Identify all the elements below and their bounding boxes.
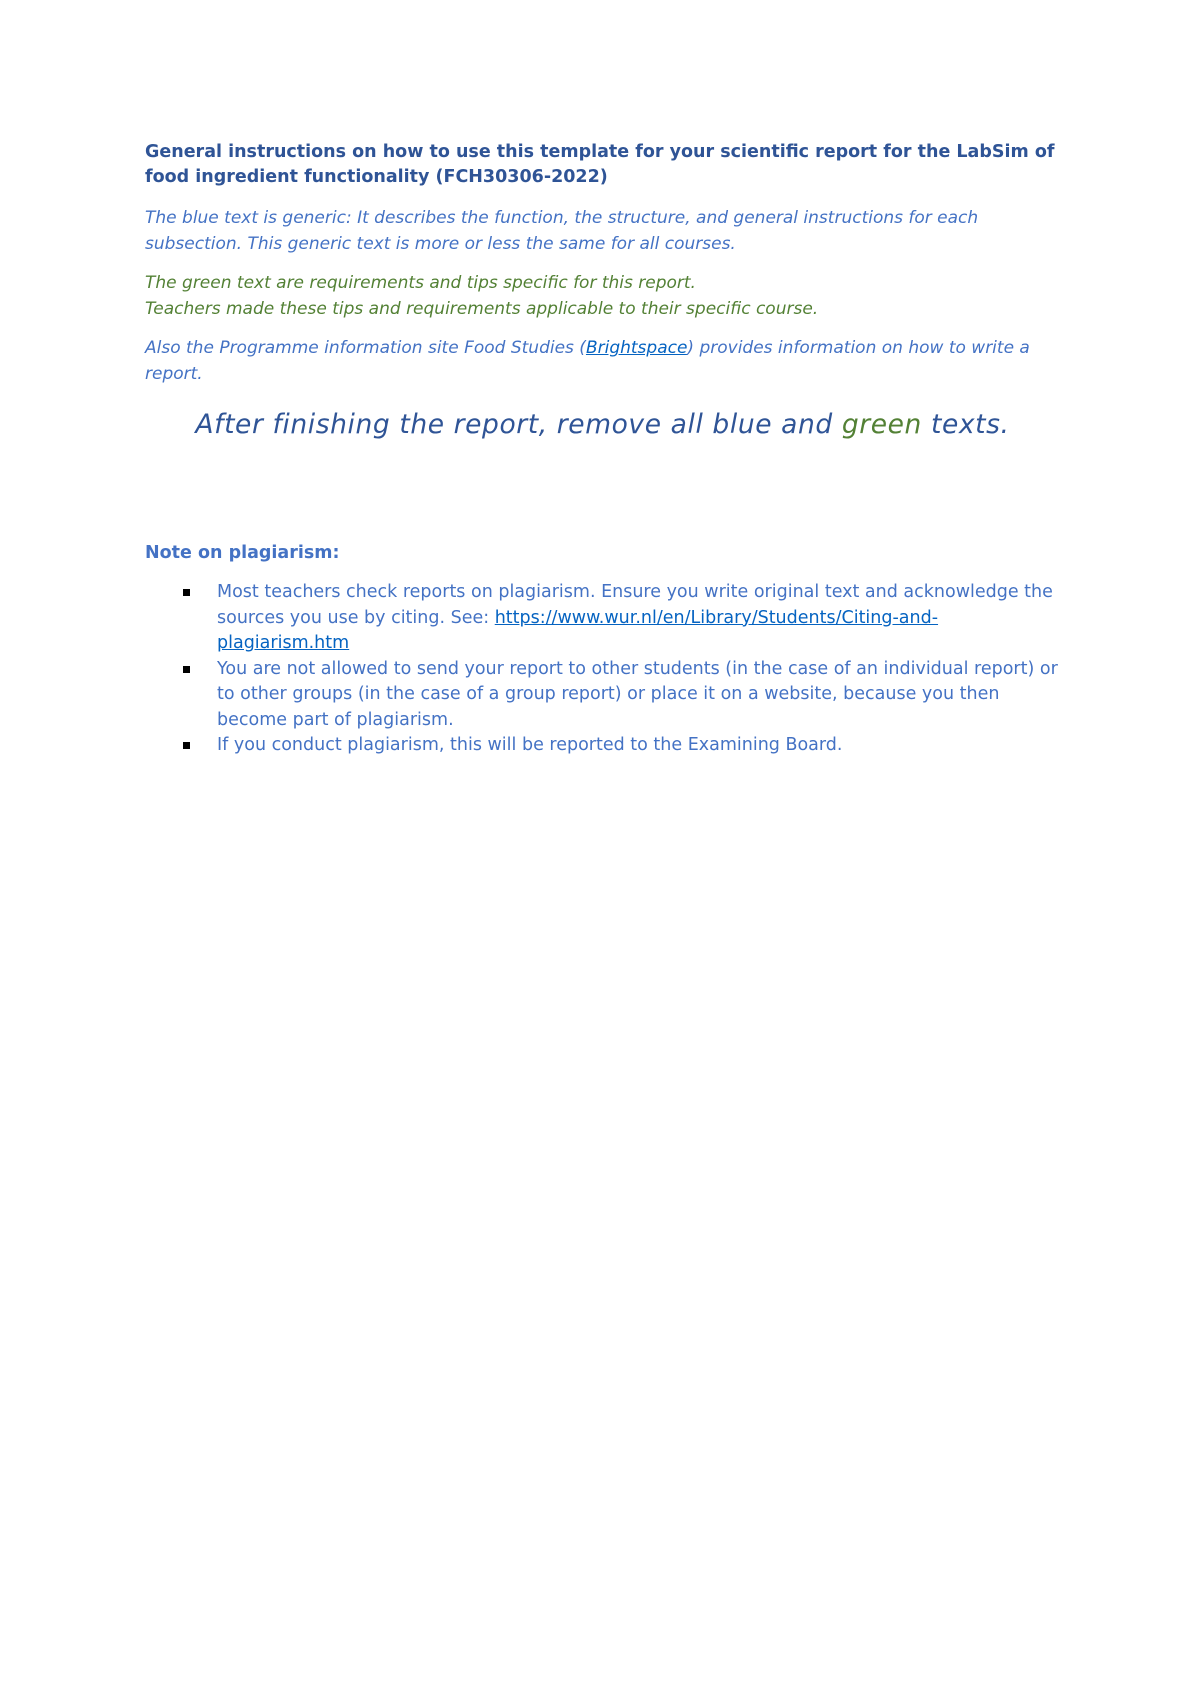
programme-info-after: ) provides information on how to write a report. [145,338,1030,384]
programme-info-before: Also the Programme information site Food Studies ( [145,338,586,358]
square-bullet-icon [183,742,190,749]
plagiarism-list [145,580,1060,759]
plagiarism-item-text: If you conduct plagiarism, this will be reported to the Examining Board. [217,735,843,755]
document-page [145,140,1060,759]
specific-green-text [145,271,1060,322]
instructions-heading: General instructions on how to use this template for your scientific report for the LabSim of food ingredient functionality (FCH30306-2022) [145,142,1055,187]
remove-note-green-word: green [841,409,922,440]
remove-note-part-1: After finishing the report, remove all blue and [195,409,842,440]
plagiarism-item [145,580,1060,657]
plagiarism-item-text: You are not allowed to send your report to other students (in the case of an individual report) or to other groups (in the case of a group report) or place it on a website, because you then become part of plagiarism. [217,658,1058,730]
plagiarism-heading: Note on plagiarism: [145,543,340,563]
remove-note-part-2: texts. [921,409,1010,440]
square-bullet-icon [183,666,190,673]
citing-plagiarism-link[interactable]: https://www.wur.nl/en/Library/Students/Citing-and-plagiarism.htm [217,607,939,653]
square-bullet-icon [183,589,190,596]
green-text-line-1: The green text are requirements and tips specific for this report. [145,273,696,293]
brightspace-link[interactable]: Brightspace [585,338,688,358]
plagiarism-item [145,657,1060,734]
plagiarism-item [145,733,1060,759]
generic-blue-text: The blue text is generic: It describes the function, the structure, and general instructions for each subsection. This generic text is more or less the same for all courses. [145,208,979,254]
programme-info-text [145,336,1060,387]
remove-texts-note [145,407,1060,443]
plagiarism-item-text: Most teachers check reports on plagiarism. Ensure you write original text and acknowledge the sources you use by citing. See: [217,582,1053,628]
green-text-line-2: Teachers made these tips and requirements applicable to their specific course. [145,298,819,319]
